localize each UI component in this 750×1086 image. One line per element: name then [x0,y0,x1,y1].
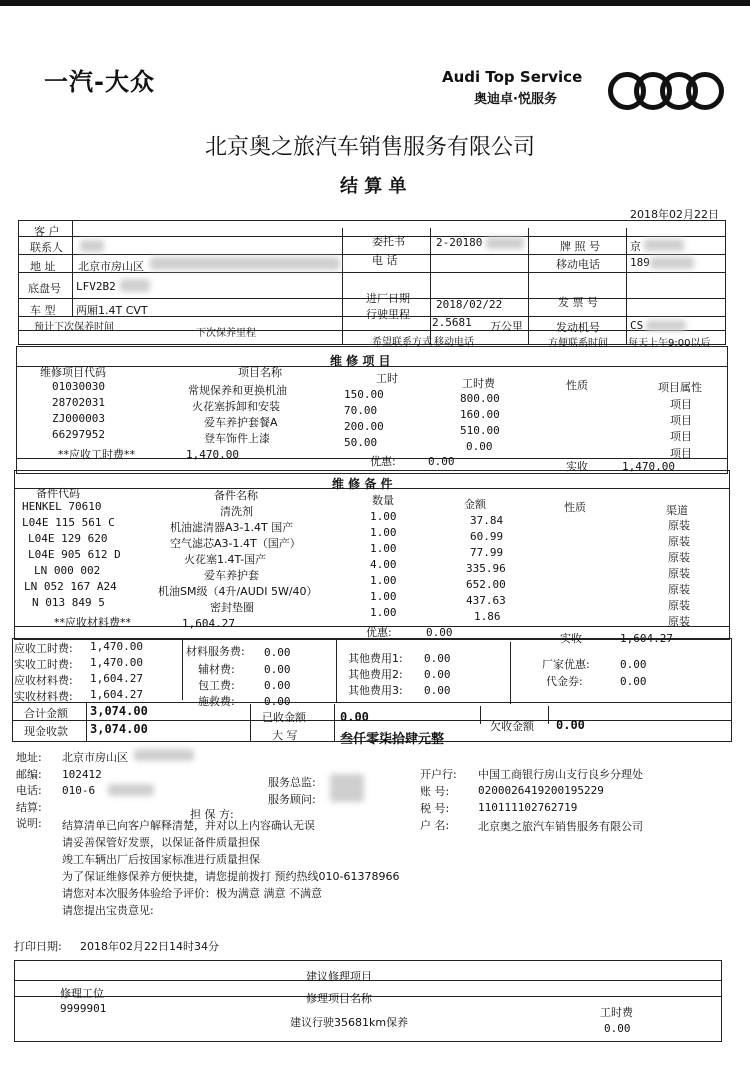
note-line: 请您对本次服务体验给予评价：极为满意 满意 不满意 [62,887,322,900]
repair-fee: 0.00 [466,440,493,453]
redacted-address [150,257,340,270]
account-label: 账 号: [420,785,450,798]
holder-value: 北京奥之旅汽车销售服务有限公司 [478,820,643,833]
construction-label: 施救费: [198,695,235,708]
part-code: HENKEL 70610 [22,500,102,513]
part-name: 机油滤清器A3-1.4T 国产 [170,521,294,534]
address-label: 地 址 [30,260,56,273]
repair-code: ZJ000003 [52,412,105,425]
settle-label: 结算: [16,801,42,814]
aux-label: 辅材费: [198,663,235,676]
post-label: 邮编: [16,768,42,781]
suggest-col-hours: 工时费 [600,1006,633,1019]
print-date-label: 打印日期: [14,940,62,953]
part-code: LN 000 002 [34,564,101,577]
repair-attr: 项目 [670,430,692,443]
part-qty: 1.00 [370,526,397,539]
in-date-label: 进厂日期 [366,292,410,305]
repair-attr: 项目 [670,414,692,427]
audi-service-title: Audi Top Service [442,68,583,86]
fawvw-logo: 一汽-大众 [44,68,155,96]
repair-code: 01030030 [52,380,105,393]
part-name: 空气滤芯A3-1.4T（国产） [170,537,301,550]
next-maint-mileage-label: 下次保养里程 [196,328,256,339]
model-value: 两厢1.4T CVT [76,304,148,317]
other3-label: 其他费用3: [348,684,403,697]
repair-discount-value: 0.00 [428,455,455,468]
part-code: N 013 849 5 [32,596,105,609]
received-label: 已收金额 [262,711,306,724]
part-qty: 4.00 [370,558,397,571]
customer-label: 客 户 [34,225,60,238]
total-value: 3,074.00 [90,704,148,718]
paid-labor-label: 实收工时费: [14,658,73,671]
due-material-value: 1,604.27 [90,672,143,685]
material-service-label: 材料服务费: [186,645,245,658]
factory-discount-label: 厂家优惠: [542,658,590,671]
part-qty: 1.00 [370,542,397,555]
part-name: 火花塞1.4T-国产 [184,553,267,566]
suggest-col-name: 修理项目名称 [306,992,372,1005]
part-qty: 1.00 [370,510,397,523]
part-channel: 原装 [668,535,690,548]
paid-material-label: 实收材料费: [14,690,73,703]
repair-hours: 50.00 [344,436,378,449]
repair-col-code: 维修项目代码 [40,366,106,379]
other2-value: 0.00 [424,668,451,681]
suggest-name-value: 建议行驶35681km保养 [290,1016,409,1029]
supervisor-label: 服务总监: [268,776,316,789]
paid-labor-value: 1,470.00 [90,656,143,669]
print-date-value: 2018年02月22日14时34分 [80,940,219,953]
contact-label: 联系人 [30,241,63,254]
contact-method-label: 希望联系方式 [372,337,432,348]
mileage-value: 2.5681 [432,316,472,329]
part-channel: 原装 [668,551,690,564]
total-label: 合计金额 [24,707,68,720]
redacted-advisor [330,774,364,802]
audi-rings-logo [608,72,712,110]
note-label: 说明: [16,817,42,830]
cash-value: 3,074.00 [90,722,148,736]
voucher-value: 0.00 [620,675,647,688]
parts-section-title: 维 修 备 件 [332,477,393,491]
repair-actual-value: 1,470.00 [622,460,675,473]
doc-date: 2018年02月22日 [630,208,719,221]
chassis-value: LFV2B2 [76,280,116,293]
engine-label: 发动机号 [556,321,600,334]
redacted-mobile [650,257,694,269]
repair-col-hours: 工时 [376,372,398,385]
plate-value: 京 [630,240,641,253]
owed-label: 欠收金额 [490,720,534,733]
part-code: LN 052 167 A24 [24,580,117,593]
repair-code: 66297952 [52,428,105,441]
redacted-order [486,237,524,249]
parts-col-nature: 性质 [564,501,586,514]
convenient-time-label: 方便联系时间 [548,338,608,349]
repair-col-name: 项目名称 [238,366,282,379]
part-amount: 37.84 [470,514,504,527]
part-channel: 原装 [668,567,690,580]
repair-discount-label: 优惠: [370,455,396,468]
parts-actual-label: 实收 [560,632,582,645]
contact-method-value: 移动电话 [434,337,474,348]
part-amount: 60.99 [470,530,504,543]
bank-value: 中国工商银行房山支行良乡分理处 [478,768,643,781]
parts-col-qty: 数量 [372,494,394,507]
other1-value: 0.00 [424,652,451,665]
parts-col-channel: 渠道 [666,504,688,517]
part-channel: 原装 [668,519,690,532]
suggest-col-pos: 修理工位 [60,987,104,1000]
part-code: L04E 115 561 C [22,516,115,529]
convenient-time-value: 每天上午9:00以后 [628,338,711,349]
redacted-engine [646,320,686,331]
repair-attr: 项目 [670,398,692,411]
chassis-label: 底盘号 [28,282,61,295]
note-line: 请您提出宝贵意见: [62,904,154,917]
repair-subtotal-label: **应收工时费** [58,448,135,461]
order-value: 2-20180 [436,236,483,249]
part-name: 机油SM级（4升/AUDI 5W/40） [158,585,318,598]
tel-value: 010-6 [62,784,96,797]
packaging-value: 0.00 [264,679,291,692]
capital-label: 大 写 [272,729,298,742]
repair-subtotal-value: 1,470.00 [186,448,239,461]
account-value: 0200026419200195229 [478,784,604,797]
part-channel: 原装 [668,615,690,628]
in-date-value: 2018/02/22 [436,298,503,311]
part-code: L04E 129 620 [28,532,108,545]
repair-col-fee: 工时费 [462,377,495,390]
suggest-title: 建议修理项目 [306,970,372,983]
audi-service-sub: 奥迪卓·悦服务 [474,92,557,107]
part-amount: 652.00 [466,578,506,591]
construction-value: 0.00 [264,695,291,708]
mobile-value: 189 [630,256,650,269]
packaging-label: 包工费: [198,679,235,692]
mileage-label: 行驶里程 [366,308,410,321]
order-label: 委托书 [372,235,405,248]
repair-fee: 510.00 [460,424,500,437]
redacted-footer-address [134,749,194,761]
advisor-label: 服务顾问: [268,793,316,806]
repair-actual-label: 实收 [566,460,588,473]
addr-label: 地址: [16,751,42,764]
part-channel: 原装 [668,599,690,612]
note-line: 请妥善保管好发票，以保证备件质量担保 [62,836,260,849]
repair-fee: 160.00 [460,408,500,421]
repair-hours: 70.00 [344,404,378,417]
tel-label: 电话: [16,784,42,797]
due-labor-label: 应收工时费: [14,642,73,655]
owed-value: 0.00 [556,718,585,732]
tax-value: 110111102762719 [478,801,578,814]
part-channel: 原装 [668,583,690,596]
repair-name: 常规保养和更换机油 [188,384,287,397]
phone-label: 电 话 [372,254,398,267]
parts-col-name: 备件名称 [214,489,258,502]
capital-value: 叁仟零柒拾肆元整 [340,732,445,747]
tax-label: 税 号: [420,802,450,815]
part-name: 爱车养护套 [204,569,259,582]
due-material-label: 应收材料费: [14,674,73,687]
voucher-label: 代金券: [546,675,583,688]
note-line: 竣工车辆出厂后按国家标准进行质量担保 [62,853,260,866]
material-service-value: 0.00 [264,646,291,659]
other1-label: 其他费用1: [348,652,403,665]
cash-label: 现金收款 [24,725,68,738]
suggest-hours-value: 0.00 [604,1022,631,1035]
parts-discount-label: 优惠: [366,626,392,639]
top-strip [0,0,750,6]
part-code: L04E 905 612 D [28,548,121,561]
part-name: 密封垫圈 [210,601,254,614]
mobile-label: 移动电话 [556,258,600,271]
plate-label: 牌 照 号 [560,240,600,253]
repair-name: 火花塞拆卸和安装 [192,400,280,413]
engine-value: CS [630,319,644,332]
redacted-plate [644,239,684,251]
received-value: 0.00 [340,710,369,724]
part-amount: 1.86 [474,610,501,623]
factory-discount-value: 0.00 [620,658,647,671]
part-name: 清洗剂 [220,505,253,518]
aux-value: 0.00 [264,663,291,676]
part-qty: 1.00 [370,606,397,619]
part-amount: 335.96 [466,562,506,575]
repair-name: 登车饰件上漆 [204,432,270,445]
repair-section-title: 维 修 项 目 [330,354,391,368]
post-value: 102412 [62,768,102,781]
parts-discount-value: 0.00 [426,626,453,639]
part-amount: 77.99 [470,546,504,559]
repair-hours: 150.00 [344,388,384,401]
parts-actual-value: 1,604.27 [620,632,673,645]
holder-label: 户 名: [420,819,450,832]
redacted-footer-tel [108,784,154,796]
part-qty: 1.00 [370,574,397,587]
parts-subtotal-value: 1,604.27 [182,617,235,630]
due-labor-value: 1,470.00 [90,640,143,653]
suggest-pos-value: 9999901 [60,1002,107,1015]
other3-value: 0.00 [424,684,451,697]
repair-attr-extra: 项目 [670,447,692,460]
addr-value: 北京市房山区 [62,751,128,764]
company-name: 北京奥之旅汽车销售服务有限公司 [205,135,536,160]
part-amount: 437.63 [466,594,506,607]
next-maint-time-label: 预计下次保养时间 [34,322,114,333]
redacted-contact [80,240,104,252]
address-value: 北京市房山区 [78,260,144,273]
repair-hours: 200.00 [344,420,384,433]
mileage-unit: 万公里 [490,320,523,333]
doc-title: 结 算 单 [340,176,407,197]
other2-label: 其他费用2: [348,668,403,681]
repair-fee: 800.00 [460,392,500,405]
bank-label: 开户行: [420,768,457,781]
warranty-label: 担 保 方: [190,808,234,821]
repair-col-attr: 项目属性 [658,381,702,394]
repair-name: 爱车养护套餐A [204,416,278,429]
parts-col-code: 备件代码 [36,487,80,500]
part-qty: 1.00 [370,590,397,603]
invoice-label: 发 票 号 [558,296,598,309]
note-line: 为了保证维修保养方便快捷，请您提前拨打 预约热线010-61378966 [62,870,400,883]
paid-material-value: 1,604.27 [90,688,143,701]
note-line: 结算清单已向客户解释清楚，并对以上内容确认无误 [62,819,315,832]
model-label: 车 型 [30,304,56,317]
parts-subtotal-label: **应收材料费** [54,616,131,629]
repair-code: 28702031 [52,396,105,409]
repair-col-nature: 性质 [566,379,588,392]
redacted-chassis [120,279,150,292]
parts-col-amount: 金额 [464,498,486,511]
